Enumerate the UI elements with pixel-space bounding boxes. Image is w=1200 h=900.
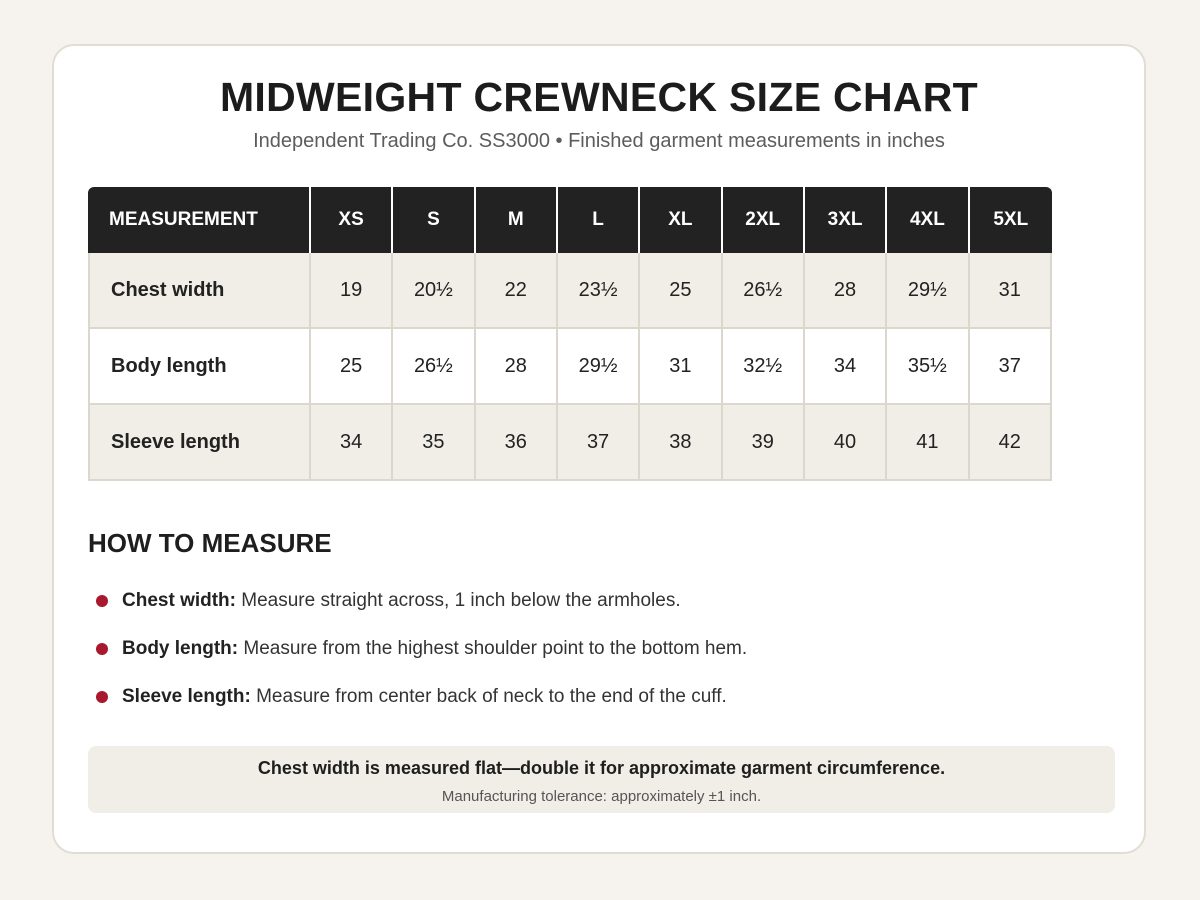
bullet-dot-icon — [96, 643, 108, 655]
table-cell: 31 — [970, 253, 1052, 329]
table-cell: 19 — [311, 253, 393, 329]
table-cell: 36 — [476, 405, 558, 481]
table-cell: 31 — [640, 329, 722, 405]
table-cell: 22 — [476, 253, 558, 329]
table-cell: 37 — [558, 405, 640, 481]
page-subtitle: Independent Trading Co. SS3000 • Finished garment measurements in inches — [253, 130, 945, 152]
column-header-s: S — [393, 187, 475, 253]
table-cell: 35 — [393, 405, 475, 481]
table-cell: 42 — [970, 405, 1052, 481]
table-cell: 32½ — [723, 329, 805, 405]
table-cell: 40 — [805, 405, 887, 481]
table-cell: 25 — [640, 253, 722, 329]
item-text: Measure from the highest shoulder point to the bottom hem. — [238, 638, 748, 659]
bullet-dot-icon — [96, 595, 108, 607]
table-row — [88, 253, 1052, 329]
table-cell: 38 — [640, 405, 722, 481]
list-item — [88, 682, 747, 730]
row-label: Body length — [88, 329, 311, 405]
table-cell: 29½ — [558, 329, 640, 405]
table-cell: 37 — [970, 329, 1052, 405]
item-text: Measure straight across, 1 inch below the armholes. — [236, 590, 681, 611]
size-table — [88, 187, 1052, 481]
column-header-4xl: 4XL — [887, 187, 969, 253]
note-box — [88, 746, 1115, 813]
column-header-l: L — [558, 187, 640, 253]
table-cell: 28 — [476, 329, 558, 405]
item-label: Body length: — [122, 638, 239, 659]
table-cell: 39 — [723, 405, 805, 481]
item-label: Chest width: — [122, 590, 236, 611]
note-main-text: Chest width is measured flat—double it for approximate garment circumference. — [257, 758, 946, 778]
column-header-5xl: 5XL — [970, 187, 1052, 253]
table-cell: 20½ — [393, 253, 475, 329]
page-title: MIDWEIGHT CREWNECK SIZE CHART — [219, 74, 979, 120]
column-header-3xl: 3XL — [805, 187, 887, 253]
column-header-m: M — [476, 187, 558, 253]
table-cell: 35½ — [887, 329, 969, 405]
item-label: Sleeve length: — [122, 686, 251, 707]
list-item — [88, 586, 747, 634]
table-cell: 23½ — [558, 253, 640, 329]
table-cell: 34 — [805, 329, 887, 405]
column-header-xl: XL — [640, 187, 722, 253]
table-cell: 29½ — [887, 253, 969, 329]
table-cell: 25 — [311, 329, 393, 405]
row-label: Chest width — [88, 253, 311, 329]
table-row — [88, 329, 1052, 405]
table-cell: 34 — [311, 405, 393, 481]
table-cell: 26½ — [723, 253, 805, 329]
note-sub-text: Manufacturing tolerance: approximately ±1 inch. — [441, 788, 762, 805]
row-label: Sleeve length — [88, 405, 311, 481]
table-header-row — [88, 187, 1052, 253]
column-header-2xl: 2XL — [723, 187, 805, 253]
size-chart-card — [52, 44, 1146, 854]
column-header-xs: XS — [311, 187, 393, 253]
item-text: Measure from center back of neck to the end of the cuff. — [250, 686, 727, 707]
table-row — [88, 405, 1052, 481]
column-header-measurement: MEASUREMENT — [88, 187, 311, 253]
how-to-measure-list — [88, 586, 747, 730]
table-cell: 41 — [887, 405, 969, 481]
how-to-measure-heading: HOW TO MEASURE — [88, 528, 332, 558]
list-item — [88, 634, 747, 682]
table-cell: 26½ — [393, 329, 475, 405]
table-cell: 28 — [805, 253, 887, 329]
bullet-dot-icon — [96, 691, 108, 703]
